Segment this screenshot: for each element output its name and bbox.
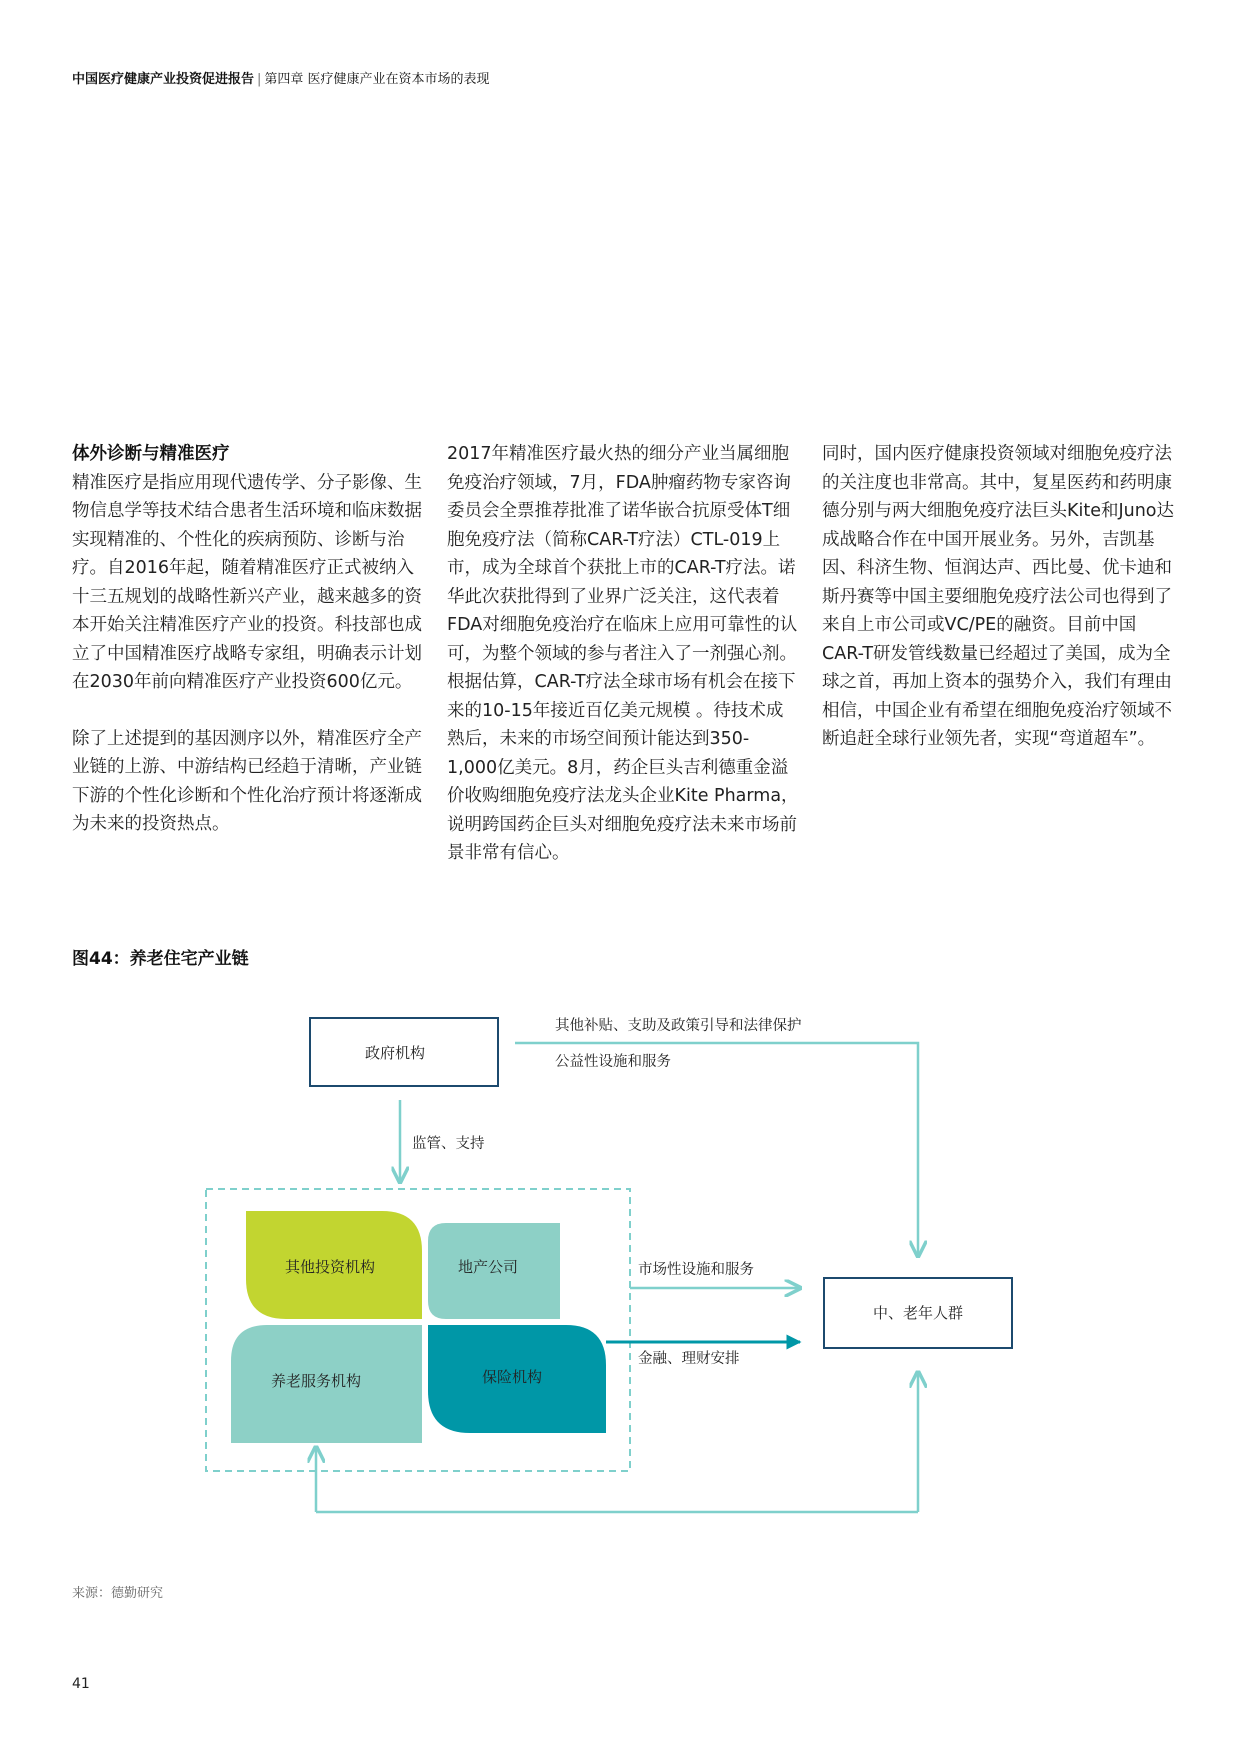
insurance-label: 保险机构 bbox=[481, 1368, 543, 1386]
source-note: 来源：德勤研究 bbox=[72, 1586, 164, 1601]
paragraph-car-t: 2017年精准医疗最火热的细分产业当属细胞免疫治疗领域，7月，FDA肿瘤药物专家咨询委员会全票推荐批准了诺华嵌合抗原受体T细胞免疫疗法（简称CAR-T疗法）CTL-019上市，成为全球首个获批上市的CAR-T疗法。诺华此次获批得到了业界广泛关注，这代表着FDA对细胞免疫治疗在临床上应用可靠性的认可，为整个领域的参与者注入了一剂强心剂。根据估算，CAR-T疗法全球市场有机会在接下来的10-15年接近百亿美元规模 。待技术成熟后，未来的市场空间预计能达到350-1,000亿美元。8月，药企巨头吉利德重金溢价收购细胞免疫疗法龙头企业Kite Pharma，说明跨国药企巨头对细胞免疫疗法未来市场前景非常有信心。 bbox=[447, 444, 799, 863]
government-label: 政府机构 bbox=[364, 1044, 426, 1062]
subsidy-label: 其他补贴、支助及政策引导和法律保护 bbox=[555, 1018, 802, 1034]
finance-label: 金融、理财安排 bbox=[638, 1351, 740, 1367]
header-separator: | bbox=[257, 72, 262, 87]
paragraph-precision-medicine: 精准医疗是指应用现代遗传学、分子影像、生物信息学等技术结合患者生活环境和临床数据实现精准的、个性化的疾病预防、诊断与治疗。自2016年起，随着精准医疗正式被纳入十三五规划的战略性新兴产业，越来越多的资本开始关注精准医疗产业的投资。科技部也成立了中国精准医疗战略专家组，明确表示计划在2030年前向精准医疗产业投资600亿元。 bbox=[72, 472, 422, 692]
paragraph-industry-chain: 除了上述提到的基因测序以外，精准医疗全产业链的上游、中游结构已经趋于清晰，产业链下游的个性化诊断和个性化治疗预计将逐渐成为未来的投资热点。 bbox=[72, 728, 422, 834]
paragraph-domestic-investment: 同时，国内医疗健康投资领域对细胞免疫疗法的关注度也非常高。其中，复星医药和药明康德分别与两大细胞免疫疗法巨头Kite和Juno达成战略合作在中国开展业务。另外，吉凯基因、科济生物、恒润达声、西比曼、优卡迪和斯丹赛等中国主要细胞免疫疗法公司也得到了来自上市公司或VC/PE的融资。目前中国CAR-T研发管线数量已经超过了美国，成为全球之首，再加上资本的强势介入，我们有理由相信，中国企业有希望在细胞免疫治疗领域不断追赶全球行业领先者，实现“弯道超车”。 bbox=[822, 444, 1175, 749]
other-investors-label: 其他投资机构 bbox=[284, 1258, 376, 1276]
seniors-label: 中、老年人群 bbox=[872, 1304, 964, 1322]
section-title: 体外诊断与精准医疗 bbox=[72, 444, 230, 464]
figure-title: 图44：养老住宅产业链 bbox=[72, 949, 249, 969]
report-title: 中国医疗健康产业投资促进报告 bbox=[72, 72, 255, 87]
supervision-label: 监管、支持 bbox=[412, 1136, 485, 1152]
page-number: 41 bbox=[72, 1676, 90, 1692]
elderly-services-label: 养老服务机构 bbox=[270, 1372, 362, 1390]
market-facilities-label: 市场性设施和服务 bbox=[638, 1262, 754, 1278]
subsidy-arrow bbox=[515, 1043, 918, 1256]
public-facilities-label: 公益性设施和服务 bbox=[555, 1054, 671, 1070]
real-estate-label: 地产公司 bbox=[457, 1258, 519, 1276]
chapter-title: 第四章 医疗健康产业在资本市场的表现 bbox=[264, 72, 490, 87]
